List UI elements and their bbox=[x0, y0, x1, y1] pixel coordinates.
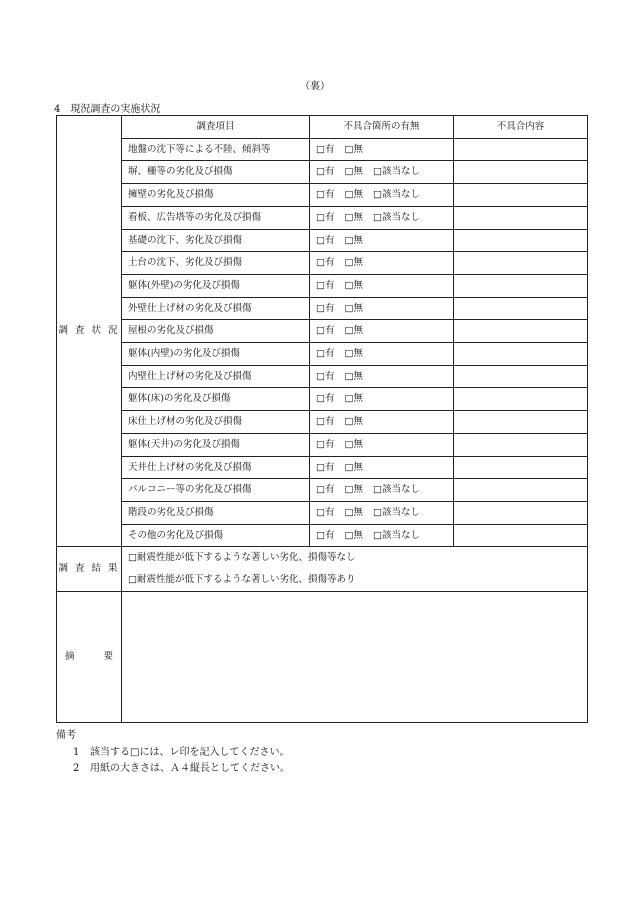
defect-options bbox=[310, 138, 454, 161]
defect-content-field[interactable] bbox=[454, 252, 588, 275]
table-row bbox=[57, 161, 588, 184]
defect-content-field[interactable] bbox=[454, 184, 588, 207]
defect-content-field[interactable] bbox=[454, 161, 588, 184]
defect-options bbox=[310, 343, 454, 366]
note-text: 該当する□には、レ印を記入してください。 bbox=[90, 746, 290, 758]
defect-content-field[interactable] bbox=[454, 206, 588, 229]
table-row bbox=[57, 297, 588, 320]
summary-label-left: 摘 bbox=[65, 650, 75, 662]
defect-options bbox=[310, 388, 454, 411]
checkbox-option[interactable]: □有 bbox=[316, 348, 335, 360]
section-heading: 4 現況調査の実施状況 bbox=[54, 104, 161, 115]
checkbox-option[interactable]: □有 bbox=[316, 438, 335, 450]
survey-item: 床仕上げ材の劣化及び損傷 bbox=[122, 411, 310, 434]
checkbox-option[interactable]: □有 bbox=[316, 506, 335, 518]
checkbox-option[interactable]: □無 bbox=[344, 302, 363, 314]
checkbox-option[interactable]: □有 bbox=[316, 416, 335, 428]
survey-item: 躯体(外壁)の劣化及び損傷 bbox=[122, 274, 310, 297]
table-header-row bbox=[57, 116, 588, 139]
page-title: （裏） bbox=[300, 81, 330, 92]
defect-content-field[interactable] bbox=[454, 479, 588, 502]
defect-content-field[interactable] bbox=[454, 365, 588, 388]
checkbox-option[interactable]: □無 bbox=[344, 325, 363, 337]
table-row bbox=[57, 365, 588, 388]
checkbox-option[interactable]: □無 bbox=[344, 529, 363, 541]
survey-item: 屋根の劣化及び損傷 bbox=[122, 320, 310, 343]
summary-label-right: 要 bbox=[103, 650, 113, 662]
table-row bbox=[57, 479, 588, 502]
checkbox-option[interactable]: □無 bbox=[344, 370, 363, 382]
survey-item: 看板、広告塔等の劣化及び損傷 bbox=[122, 206, 310, 229]
checkbox-option[interactable]: □有 bbox=[316, 189, 335, 201]
checkbox-option[interactable]: □有 bbox=[316, 325, 335, 337]
checkbox-option[interactable]: □無 bbox=[344, 279, 363, 291]
survey-item: 天井仕上げ材の劣化及び損傷 bbox=[122, 456, 310, 479]
survey-table-body bbox=[57, 116, 588, 723]
defect-options bbox=[310, 184, 454, 207]
survey-item: その他の劣化及び損傷 bbox=[122, 524, 310, 547]
defect-options bbox=[310, 524, 454, 547]
notes bbox=[56, 728, 290, 778]
note-number: 2 bbox=[73, 763, 80, 774]
table-row bbox=[57, 320, 588, 343]
checkbox-option[interactable]: □該当なし bbox=[372, 506, 420, 518]
survey-item: 外壁仕上げ材の劣化及び損傷 bbox=[122, 297, 310, 320]
note-number: 1 bbox=[73, 746, 80, 758]
survey-item: 躯体(天井)の劣化及び損傷 bbox=[122, 433, 310, 456]
checkbox-option[interactable]: □無 bbox=[344, 234, 363, 246]
defect-options bbox=[310, 161, 454, 184]
survey-result-label: 調 査 結 果 bbox=[57, 547, 122, 591]
survey-status-label: 調 査 状 況 bbox=[57, 116, 122, 547]
defect-content-field[interactable] bbox=[454, 138, 588, 161]
defect-options bbox=[310, 206, 454, 229]
checkbox-option[interactable]: □該当なし bbox=[372, 484, 420, 496]
survey-item: 躯体(床)の劣化及び損傷 bbox=[122, 388, 310, 411]
result-option[interactable]: □耐震性能が低下するような著しい劣化、損傷等あり bbox=[122, 569, 588, 591]
survey-item: 階段の劣化及び損傷 bbox=[122, 501, 310, 524]
defect-options bbox=[310, 274, 454, 297]
result-row bbox=[57, 569, 588, 591]
checkbox-option[interactable]: □無 bbox=[344, 257, 363, 269]
defect-content-field[interactable] bbox=[454, 388, 588, 411]
defect-content-field[interactable] bbox=[454, 343, 588, 366]
survey-item: バルコニー等の劣化及び損傷 bbox=[122, 479, 310, 502]
defect-options bbox=[310, 456, 454, 479]
table-row bbox=[57, 252, 588, 275]
header-defect-content: 不具合内容 bbox=[454, 116, 588, 139]
survey-item: 塀、柵等の劣化及び損傷 bbox=[122, 161, 310, 184]
table-row bbox=[57, 433, 588, 456]
table-row bbox=[57, 501, 588, 524]
table-row bbox=[57, 524, 588, 547]
checkbox-option[interactable]: □有 bbox=[316, 143, 335, 155]
checkbox-option[interactable]: □有 bbox=[316, 211, 335, 223]
checkbox-option[interactable]: □該当なし bbox=[372, 166, 420, 178]
checkbox-option[interactable]: □無 bbox=[344, 461, 363, 473]
defect-options bbox=[310, 229, 454, 252]
table-row bbox=[57, 206, 588, 229]
result-row bbox=[57, 547, 588, 569]
checkbox-option[interactable]: □有 bbox=[316, 370, 335, 382]
table-row bbox=[57, 138, 588, 161]
defect-options bbox=[310, 411, 454, 434]
note-item bbox=[56, 745, 290, 762]
checkbox-option[interactable]: □該当なし bbox=[372, 189, 420, 201]
defect-content-field[interactable] bbox=[454, 456, 588, 479]
survey-item: 土台の沈下、劣化及び損傷 bbox=[122, 252, 310, 275]
defect-options bbox=[310, 433, 454, 456]
summary-field[interactable] bbox=[122, 591, 588, 722]
survey-form-table bbox=[56, 115, 588, 723]
table-row bbox=[57, 274, 588, 297]
checkbox-option[interactable]: □無 bbox=[344, 211, 363, 223]
table-row bbox=[57, 456, 588, 479]
checkbox-option[interactable]: □無 bbox=[344, 438, 363, 450]
checkbox-option[interactable]: □無 bbox=[344, 189, 363, 201]
survey-item: 躯体(内壁)の劣化及び損傷 bbox=[122, 343, 310, 366]
defect-content-field[interactable] bbox=[454, 411, 588, 434]
table-row bbox=[57, 343, 588, 366]
defect-options bbox=[310, 320, 454, 343]
checkbox-option[interactable]: □無 bbox=[344, 143, 363, 155]
note-item bbox=[56, 761, 290, 778]
defect-content-field[interactable] bbox=[454, 501, 588, 524]
checkbox-option[interactable]: □無 bbox=[344, 348, 363, 360]
defect-content-field[interactable] bbox=[454, 229, 588, 252]
checkbox-option[interactable]: □有 bbox=[316, 393, 335, 405]
defect-content-field[interactable] bbox=[454, 274, 588, 297]
table-row bbox=[57, 388, 588, 411]
checkbox-option[interactable]: □無 bbox=[344, 506, 363, 518]
checkbox-option[interactable]: □該当なし bbox=[372, 211, 420, 223]
checkbox-option[interactable]: □有 bbox=[316, 279, 335, 291]
checkbox-option[interactable]: □無 bbox=[344, 416, 363, 428]
checkbox-option[interactable]: □無 bbox=[344, 166, 363, 178]
checkbox-option[interactable]: □有 bbox=[316, 484, 335, 496]
defect-content-field[interactable] bbox=[454, 297, 588, 320]
checkbox-option[interactable]: □有 bbox=[316, 234, 335, 246]
table-row bbox=[57, 184, 588, 207]
defect-content-field[interactable] bbox=[454, 433, 588, 456]
checkbox-option[interactable]: □該当なし bbox=[372, 529, 420, 541]
note-text: 用紙の大きさは、Ａ４縦長としてください。 bbox=[90, 763, 290, 774]
survey-item: 基礎の沈下、劣化及び損傷 bbox=[122, 229, 310, 252]
notes-heading: 備考 bbox=[56, 730, 76, 741]
defect-options bbox=[310, 252, 454, 275]
checkbox-option[interactable]: □有 bbox=[316, 461, 335, 473]
defect-options bbox=[310, 297, 454, 320]
defect-content-field[interactable] bbox=[454, 320, 588, 343]
survey-item: 地盤の沈下等による不陸、傾斜等 bbox=[122, 138, 310, 161]
checkbox-option[interactable]: □有 bbox=[316, 529, 335, 541]
summary-label bbox=[57, 591, 122, 722]
table-row bbox=[57, 229, 588, 252]
checkbox-option[interactable]: □有 bbox=[316, 302, 335, 314]
checkbox-option[interactable]: □無 bbox=[344, 484, 363, 496]
survey-item: 擁壁の劣化及び損傷 bbox=[122, 184, 310, 207]
survey-item: 内壁仕上げ材の劣化及び損傷 bbox=[122, 365, 310, 388]
header-defect-presence: 不具合箇所の有無 bbox=[310, 116, 454, 139]
checkbox-option[interactable]: □無 bbox=[344, 393, 363, 405]
result-option[interactable]: □耐震性能が低下するような著しい劣化、損傷等なし bbox=[122, 547, 588, 569]
header-survey-item: 調査項目 bbox=[122, 116, 310, 139]
defect-options bbox=[310, 479, 454, 502]
defect-options bbox=[310, 365, 454, 388]
table-row bbox=[57, 411, 588, 434]
checkbox-option[interactable]: □有 bbox=[316, 257, 335, 269]
defect-options bbox=[310, 501, 454, 524]
summary-label-text bbox=[57, 646, 121, 668]
summary-row bbox=[57, 591, 588, 722]
defect-content-field[interactable] bbox=[454, 524, 588, 547]
checkbox-option[interactable]: □有 bbox=[316, 166, 335, 178]
